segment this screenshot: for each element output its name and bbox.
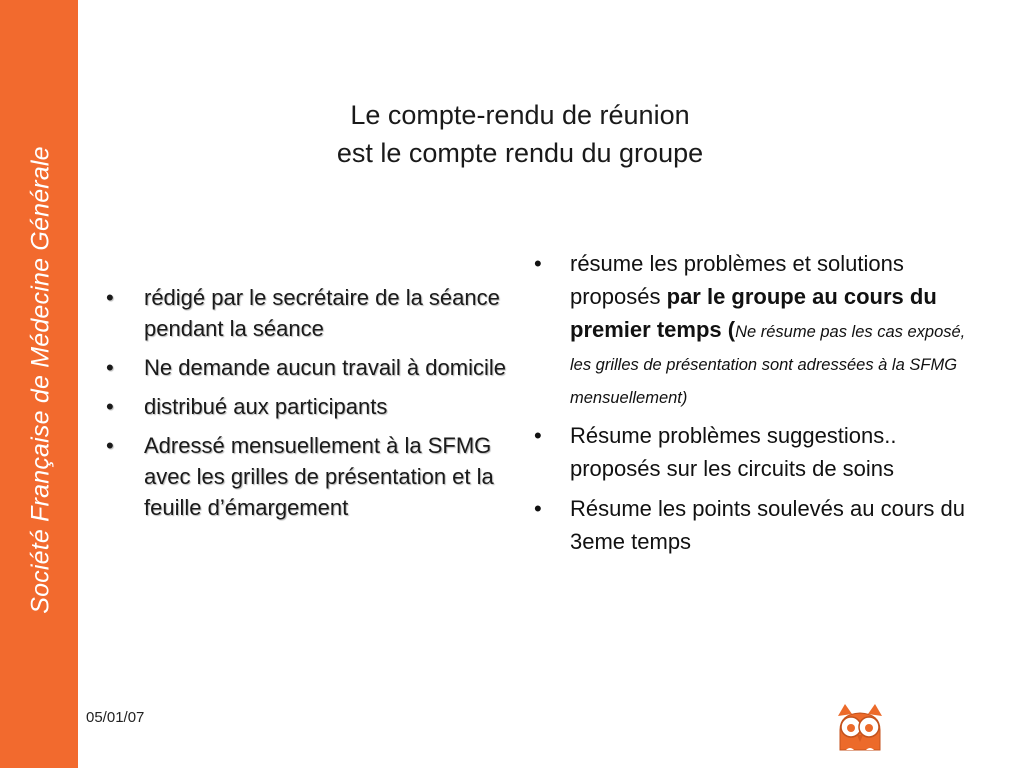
- bullet-marker: •: [534, 496, 542, 521]
- sidebar: [0, 0, 78, 768]
- owl-logo-icon: [826, 700, 894, 752]
- list-item-text: Résume les points soulevés au cours du 3eme temps: [570, 496, 965, 554]
- bullet-marker: •: [106, 285, 114, 310]
- list-item-text: résume les problèmes et solutions proposés: [570, 251, 904, 309]
- sidebar-organization-name: Société Française de Médecine Générale: [26, 146, 55, 614]
- slide-title: [225, 96, 815, 172]
- left-bullet-list: [100, 282, 515, 531]
- list-item: [100, 430, 515, 523]
- list-item: [100, 282, 515, 344]
- list-item-text: Ne demande aucun travail à domicile: [144, 355, 506, 380]
- bullet-marker: •: [106, 433, 114, 458]
- bullet-marker: •: [534, 423, 542, 448]
- list-item-text: Résume problèmes suggestions.. proposés sur les circuits de soins: [570, 423, 897, 481]
- list-item: [528, 492, 968, 558]
- slide-title-line-1: Le compte-rendu de réunion: [350, 100, 690, 130]
- bullet-marker: •: [106, 394, 114, 419]
- list-item: [100, 391, 515, 422]
- list-item-text: rédigé par le secrétaire de la séance pendant la séance: [144, 285, 500, 341]
- list-item: [528, 247, 968, 412]
- list-item-text: Adressé mensuellement à la SFMG avec les grilles de présentation et la feuille d’émargement: [144, 433, 494, 520]
- list-item-text: distribué aux participants: [144, 394, 388, 419]
- list-item-italic-note: Ne résume pas les cas exposé, les grilles de présentation sont adressées à la SFMG mensuellement): [570, 323, 966, 407]
- list-item-bold-text: par le groupe au cours du premier temps (: [570, 284, 937, 342]
- list-item: [100, 352, 515, 383]
- list-item: [528, 419, 968, 485]
- bullet-marker: •: [534, 251, 542, 276]
- right-bullet-list: [528, 247, 968, 565]
- slide-date: 05/01/07: [86, 709, 145, 726]
- bullet-marker: •: [106, 355, 114, 380]
- slide-title-line-2: est le compte rendu du groupe: [336, 138, 704, 168]
